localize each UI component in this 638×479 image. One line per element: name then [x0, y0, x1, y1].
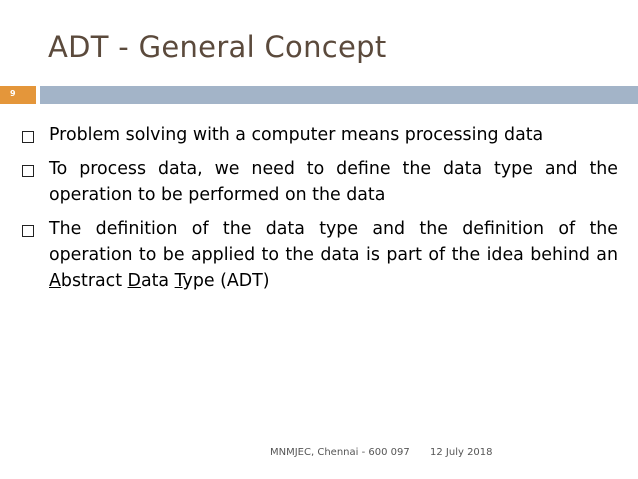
slide-number-box [0, 86, 36, 104]
slide-number: 9 [10, 89, 16, 98]
acronym-rest-data: ata [140, 271, 175, 291]
bullet-item [22, 216, 618, 294]
bullet-text: Problem solving with a computer means processing data [49, 125, 544, 145]
acronym-rest-type: ype [182, 271, 215, 291]
square-bullet-icon [22, 165, 34, 177]
bullet-text [49, 216, 618, 294]
square-bullet-icon [22, 225, 34, 237]
footer-organization: MNMJEC, Chennai - 600 097 [270, 447, 410, 458]
slide-title: ADT - General Concept [48, 30, 387, 64]
footer-date: 12 July 2018 [430, 447, 493, 458]
header-band [0, 86, 638, 104]
acronym-rest-abstract: bstract [60, 271, 128, 291]
header-bar [40, 86, 638, 104]
square-bullet-icon [22, 131, 34, 143]
acronym-initial-a: A [49, 271, 61, 291]
bullet-text-before: The definition of the data type and the definition of the operation to be applied to the data is part of the idea behind an [49, 219, 618, 265]
bullet-item [22, 122, 618, 148]
bullet-item [22, 156, 618, 208]
bullet-text-after: (ADT) [214, 271, 270, 291]
bullet-list [22, 122, 618, 302]
acronym-initial-t: T [174, 271, 183, 291]
bullet-text: To process data, we need to define the data type and the operation to be performed on the data [49, 159, 618, 205]
acronym-initial-d: D [127, 271, 141, 291]
